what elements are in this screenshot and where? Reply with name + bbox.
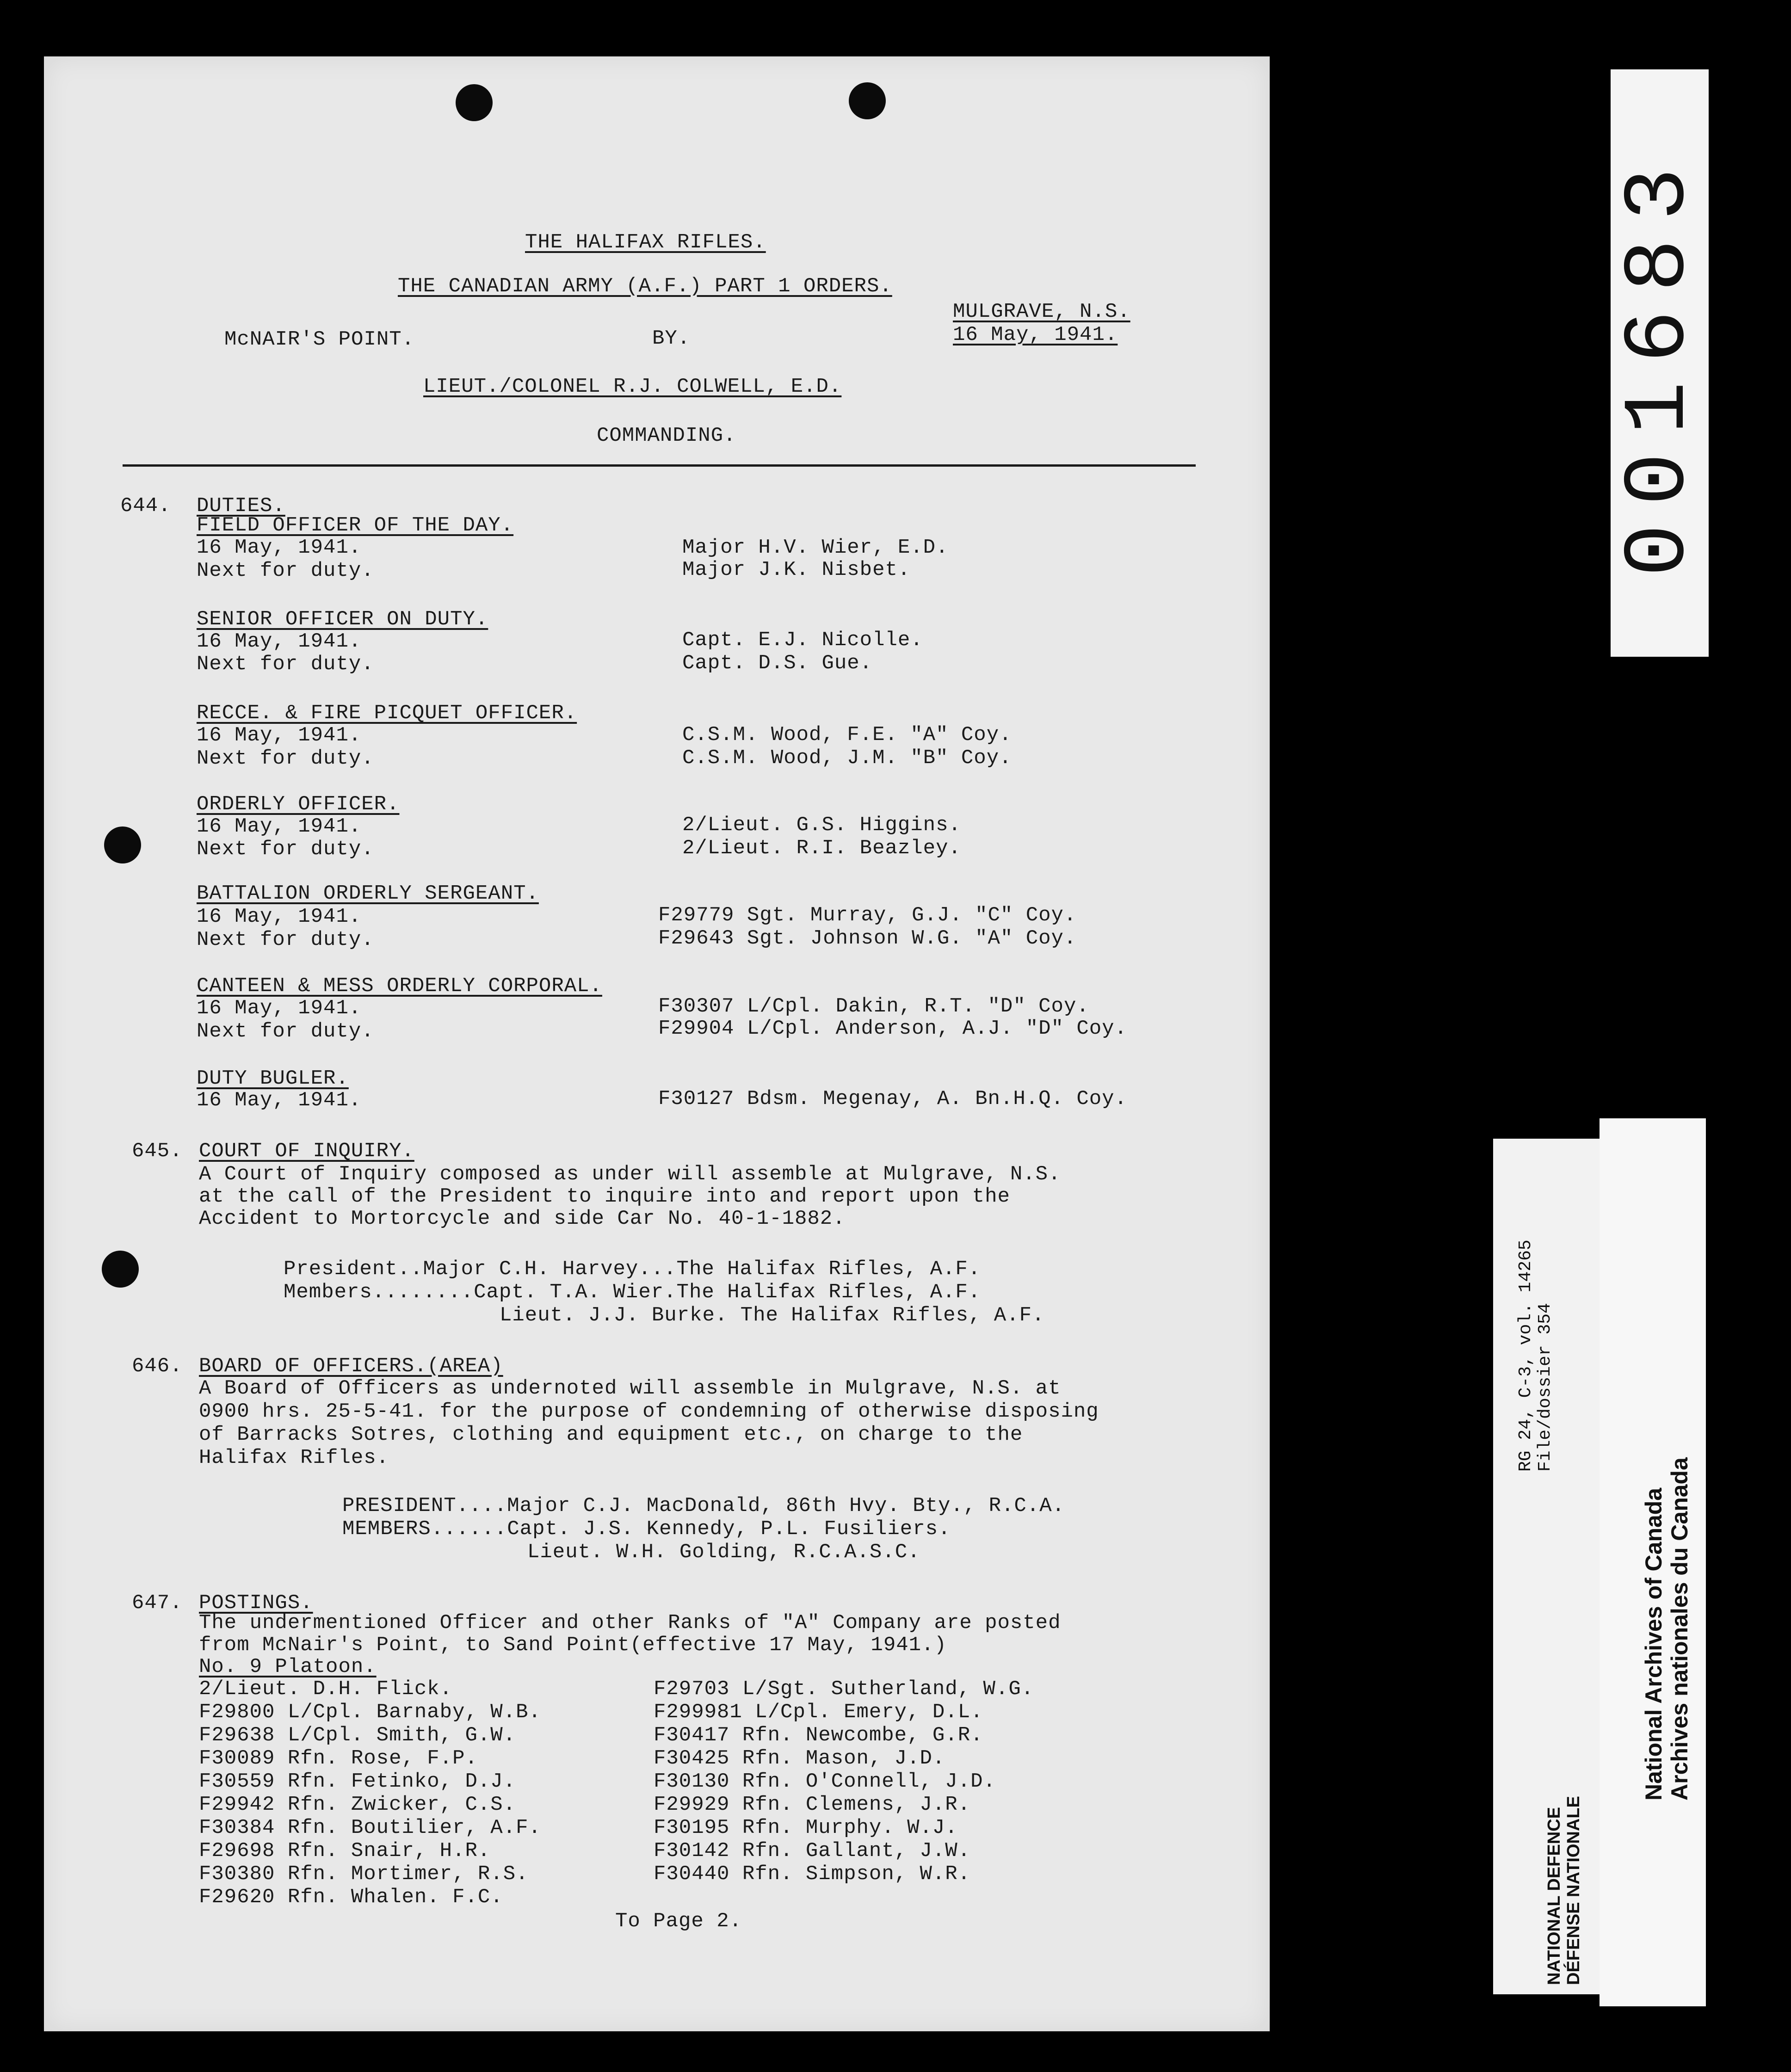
board-body-line: Halifax Rifles. xyxy=(199,1446,389,1469)
frame-number-stamp xyxy=(1611,69,1709,657)
archive-institution-label xyxy=(1600,1118,1706,2006)
commanding-label: COMMANDING. xyxy=(597,424,736,447)
board-body-line: A Board of Officers as undernoted will assemble in Mulgrave, N.S. at xyxy=(199,1377,1061,1400)
posting-right: F299981 L/Cpl. Emery, D.L. xyxy=(654,1701,983,1724)
duty-value: F29779 Sgt. Murray, G.J. "C" Coy. xyxy=(658,904,1077,927)
frame-number: 001683 xyxy=(1610,149,1710,577)
duty-label: 16 May, 1941. xyxy=(197,630,362,653)
duty-value: Capt. E.J. Nicolle. xyxy=(682,629,923,652)
duties-title: DUTIES. xyxy=(197,494,285,518)
orders-title: THE CANADIAN ARMY (A.F.) PART 1 ORDERS. xyxy=(398,275,892,298)
board-title: BOARD OF OFFICERS.(AREA) xyxy=(199,1355,503,1378)
posting-left: F30380 Rfn. Mortimer, R.S. xyxy=(199,1862,529,1886)
postings-title: POSTINGS. xyxy=(199,1591,313,1615)
duty-value: F30127 Bdsm. Megenay, A. Bn.H.Q. Coy. xyxy=(658,1087,1127,1110)
duty-heading: CANTEEN & MESS ORDERLY CORPORAL. xyxy=(197,974,602,998)
posting-right: F30195 Rfn. Murphy. W.J. xyxy=(654,1816,958,1839)
institution-line: National Archives of Canada xyxy=(1641,1487,1667,1801)
duty-label: Next for duty. xyxy=(197,928,374,951)
duty-value: F29643 Sgt. Johnson W.G. "A" Coy. xyxy=(658,927,1077,950)
duty-value: 2/Lieut. G.S. Higgins. xyxy=(682,814,961,837)
duty-value: 2/Lieut. R.I. Beazley. xyxy=(682,837,961,860)
inquiry-body-line: at the call of the President to inquire into and report upon the xyxy=(199,1185,1010,1208)
postings-body-line: The undermentioned Officer and other Ranks of "A" Company are posted xyxy=(199,1611,1061,1634)
posting-left: 2/Lieut. D.H. Flick. xyxy=(199,1677,453,1701)
posting-right: F30130 Rfn. O'Connell, J.D. xyxy=(654,1770,996,1793)
item-645-number: 645. xyxy=(132,1140,183,1163)
postings-body-line: from McNair's Point, to Sand Point(effective 17 May, 1941.) xyxy=(199,1634,947,1657)
inquiry-member: President..Major C.H. Harvey...The Halifax Rifles, A.F. xyxy=(284,1258,981,1281)
duty-label: Next for duty. xyxy=(197,559,374,582)
punch-hole-left xyxy=(456,84,493,121)
board-body-line: 0900 hrs. 25-5-41. for the purpose of condemning of otherwise disposing xyxy=(199,1400,1099,1423)
duty-heading: SENIOR OFFICER ON DUTY. xyxy=(197,608,488,631)
punch-hole-margin-top xyxy=(104,826,141,863)
posting-left: F29638 L/Cpl. Smith, G.W. xyxy=(199,1724,516,1747)
duty-value: C.S.M. Wood, F.E. "A" Coy. xyxy=(682,723,1012,746)
reference-line: RG 24, C-3, vol. 14265 xyxy=(1516,1240,1536,1472)
duty-label: 16 May, 1941. xyxy=(197,536,362,559)
location-left: McNAIR'S POINT. xyxy=(224,328,415,351)
document-page xyxy=(44,56,1270,2031)
inquiry-body-line: A Court of Inquiry composed as under will assemble at Mulgrave, N.S. xyxy=(199,1163,1061,1186)
header-divider xyxy=(123,464,1196,467)
platoon-heading: No. 9 Platoon. xyxy=(199,1655,377,1678)
duty-label: Next for duty. xyxy=(197,747,374,770)
inquiry-member: Members........Capt. T.A. Wier.The Halifax Rifles, A.F. xyxy=(284,1281,981,1304)
commander-name: LIEUT./COLONEL R.J. COLWELL, E.D. xyxy=(423,375,842,398)
posting-right: F30142 Rfn. Gallant, J.W. xyxy=(654,1839,971,1862)
duty-value: F30307 L/Cpl. Dakin, R.T. "D" Coy. xyxy=(658,995,1089,1018)
posting-left: F29800 L/Cpl. Barnaby, W.B. xyxy=(199,1701,541,1724)
archive-reference-label xyxy=(1493,1139,1600,1994)
board-member: MEMBERS......Capt. J.S. Kennedy, P.L. Fusiliers. xyxy=(342,1517,951,1541)
duty-value: Capt. D.S. Gue. xyxy=(682,652,873,675)
inquiry-member: Lieut. J.J. Burke. The Halifax Rifles, A.F. xyxy=(500,1304,1045,1327)
duty-label: 16 May, 1941. xyxy=(197,724,362,747)
by-label: BY. xyxy=(652,327,691,350)
posting-right: F30440 Rfn. Simpson, W.R. xyxy=(654,1862,971,1886)
inquiry-title: COURT OF INQUIRY. xyxy=(199,1140,414,1163)
duty-label: Next for duty. xyxy=(197,1020,374,1043)
posting-left: F30559 Rfn. Fetinko, D.J. xyxy=(199,1770,516,1793)
posting-left: F30089 Rfn. Rose, F.P. xyxy=(199,1747,478,1770)
duty-value: Major H.V. Wier, E.D. xyxy=(682,536,949,559)
posting-right: F29703 L/Sgt. Sutherland, W.G. xyxy=(654,1677,1034,1701)
unit-title: THE HALIFAX RIFLES. xyxy=(525,231,766,254)
duty-value: C.S.M. Wood, J.M. "B" Coy. xyxy=(682,746,1012,770)
duty-heading: DUTY BUGLER. xyxy=(197,1067,349,1090)
reference-line: File/dossier 354 xyxy=(1535,1303,1555,1472)
board-member: Lieut. W.H. Golding, R.C.A.S.C. xyxy=(527,1541,920,1564)
duty-label: Next for duty. xyxy=(197,838,374,861)
duty-heading: RECCE. & FIRE PICQUET OFFICER. xyxy=(197,702,577,725)
duty-heading: BATTALION ORDERLY SERGEANT. xyxy=(197,882,539,905)
posting-left: F29942 Rfn. Zwicker, C.S. xyxy=(199,1793,516,1816)
duty-label: 16 May, 1941. xyxy=(197,905,362,928)
duty-value: F29904 L/Cpl. Anderson, A.J. "D" Coy. xyxy=(658,1017,1127,1040)
order-date: 16 May, 1941. xyxy=(953,323,1118,346)
department-line: NATIONAL DEFENCE xyxy=(1544,1807,1564,1985)
board-body-line: of Barracks Sotres, clothing and equipment etc., on charge to the xyxy=(199,1423,1023,1446)
duty-label: 16 May, 1941. xyxy=(197,997,362,1020)
duty-label: 16 May, 1941. xyxy=(197,815,362,838)
duty-heading: ORDERLY OFFICER. xyxy=(197,793,400,816)
posting-left: F30384 Rfn. Boutilier, A.F. xyxy=(199,1816,541,1839)
duty-label: 16 May, 1941. xyxy=(197,1089,362,1112)
continued-note: To Page 2. xyxy=(615,1910,742,1933)
item-646-number: 646. xyxy=(132,1355,183,1378)
posting-left: F29620 Rfn. Whalen. F.C. xyxy=(199,1886,503,1909)
inquiry-body-line: Accident to Mortorcycle and side Car No. 40-1-1882. xyxy=(199,1207,846,1230)
department-line: DÉFENSE NATIONALE xyxy=(1564,1796,1583,1985)
item-647-number: 647. xyxy=(132,1591,183,1615)
item-644-number: 644. xyxy=(120,494,171,518)
posting-right: F30417 Rfn. Newcombe, G.R. xyxy=(654,1724,983,1747)
posting-right: F29929 Rfn. Clemens, J.R. xyxy=(654,1793,971,1816)
location-right: MULGRAVE, N.S. xyxy=(953,300,1130,323)
duty-value: Major J.K. Nisbet. xyxy=(682,558,911,581)
punch-hole-right xyxy=(849,82,886,119)
duty-label: Next for duty. xyxy=(197,653,374,676)
duty-heading: FIELD OFFICER OF THE DAY. xyxy=(197,514,514,537)
board-member: PRESIDENT....Major C.J. MacDonald, 86th Hvy. Bty., R.C.A. xyxy=(342,1494,1065,1517)
institution-line: Archives nationales du Canada xyxy=(1667,1457,1692,1801)
punch-hole-margin-bottom xyxy=(102,1251,139,1288)
posting-left: F29698 Rfn. Snair, H.R. xyxy=(199,1839,491,1862)
posting-right: F30425 Rfn. Mason, J.D. xyxy=(654,1747,945,1770)
